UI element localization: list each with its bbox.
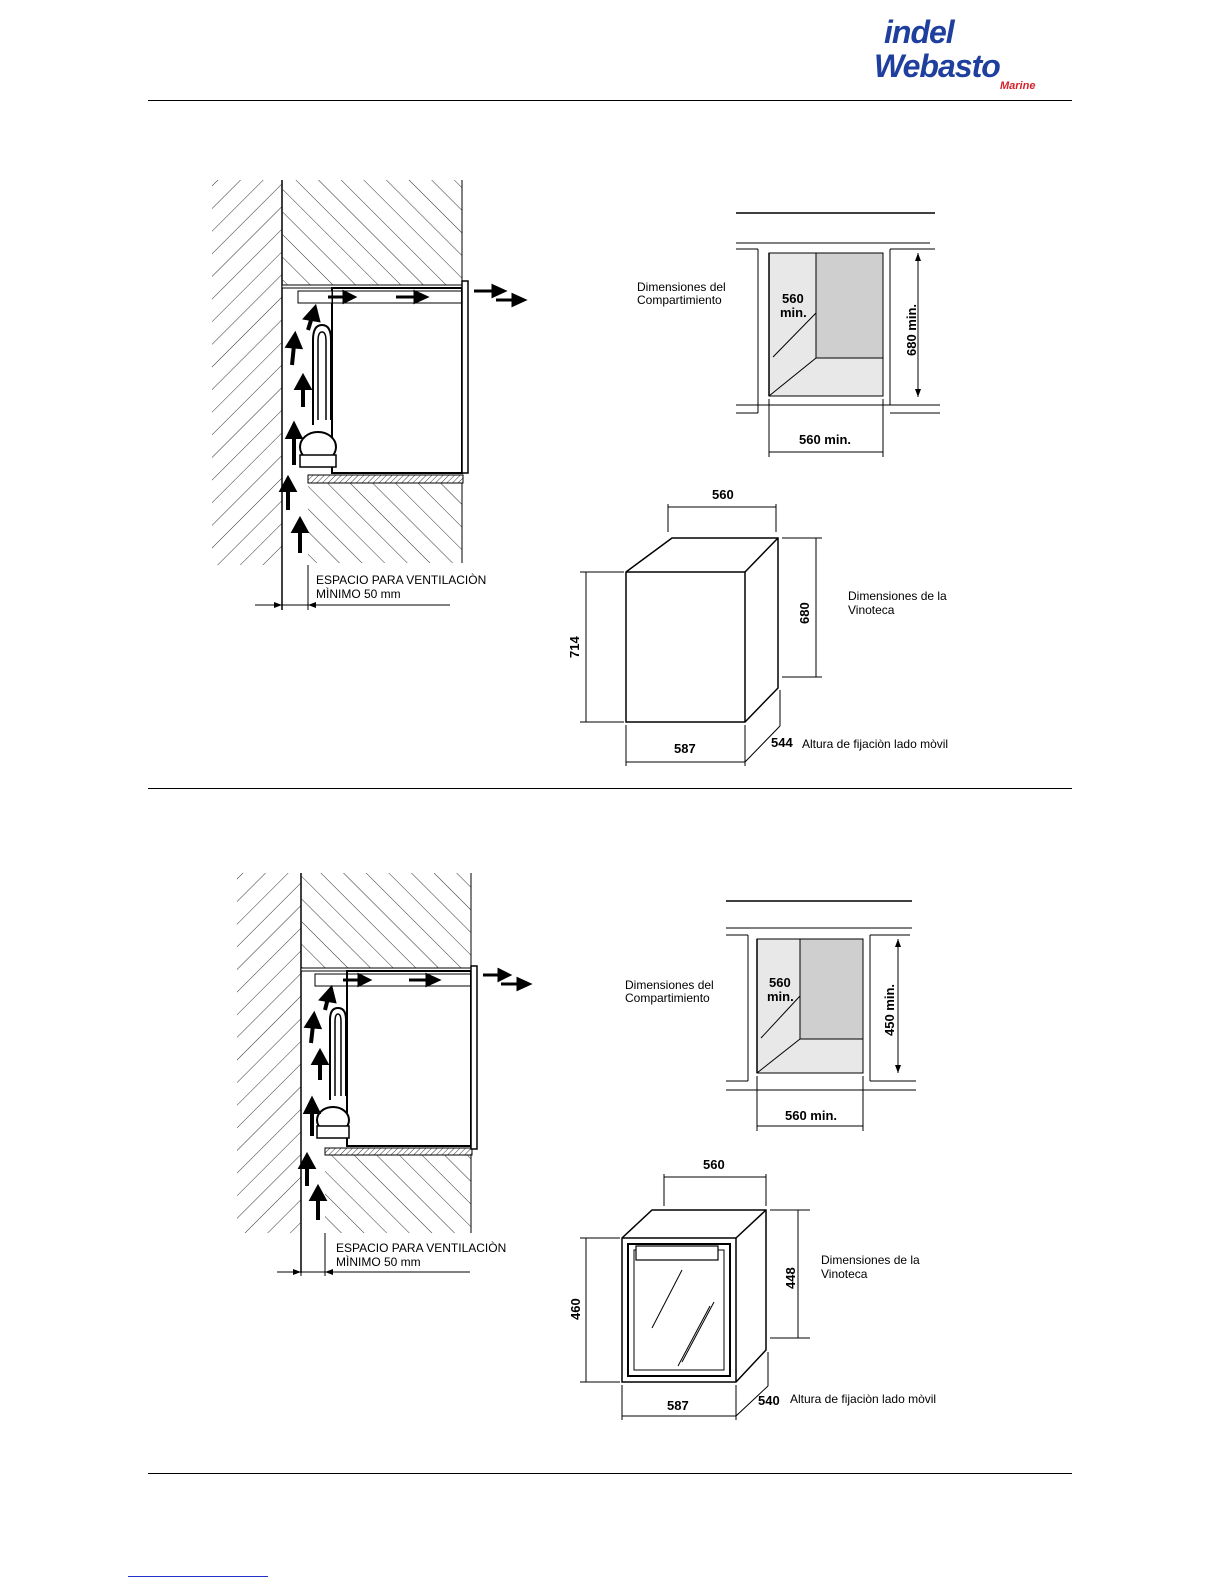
compartment-depth-1a: 560 xyxy=(782,291,804,306)
compartment-height-2: 450 min. xyxy=(882,983,897,1036)
ventilation-label-2b: MÌNIMO 50 mm xyxy=(336,1255,421,1269)
footer-link-underline[interactable] xyxy=(128,1576,268,1577)
ventilation-label-1b: MÌNIMO 50 mm xyxy=(316,587,401,601)
compartment-height-1: 680 min. xyxy=(904,303,919,356)
header-rule xyxy=(148,100,1072,101)
brand-logo xyxy=(872,14,1062,96)
appliance-front-width-1: 587 xyxy=(674,741,696,756)
ventilation-label-1a: ESPACIO PARA VENTILACIÒN xyxy=(316,573,487,587)
compartment-title-2a: Dimensiones del xyxy=(625,978,714,992)
appliance-front-height-2: 460 xyxy=(568,1298,583,1320)
brand-sub: Marine xyxy=(1000,80,1036,92)
appliance-title-2a: Dimensiones de la xyxy=(821,1253,920,1267)
compartment-title-2b: Compartimiento xyxy=(625,991,710,1005)
compartment-depth-2b: min. xyxy=(767,989,794,1004)
appliance-side-2: 540 xyxy=(758,1393,780,1408)
appliance-top-width-1: 560 xyxy=(712,487,734,502)
appliance-side-label-1: Altura de fijaciòn lado mòvil xyxy=(802,737,949,751)
appliance-front-height-1: 714 xyxy=(567,636,582,658)
compartment-title-1b: Compartimiento xyxy=(637,293,722,307)
appliance-body-height-2: 448 xyxy=(783,1267,798,1289)
compartment-title-1a: Dimensiones del xyxy=(637,280,726,294)
ventilation-label-2a: ESPACIO PARA VENTILACIÒN xyxy=(336,1241,507,1255)
footer-rule xyxy=(148,1473,1072,1474)
section-divider xyxy=(148,788,1072,789)
compartment-width-1: 560 min. xyxy=(799,432,852,447)
appliance-title-1b: Vinoteca xyxy=(848,603,895,617)
appliance-side-1: 544 xyxy=(771,735,793,750)
compartment-depth-2a: 560 xyxy=(769,975,791,990)
appliance-front-width-2: 587 xyxy=(667,1398,689,1413)
appliance-side-label-2: Altura de fijaciòn lado mòvil xyxy=(790,1392,937,1406)
compartment-depth-1b: min. xyxy=(780,305,807,320)
appliance-diagram-2 xyxy=(570,1170,820,1425)
appliance-title-1a: Dimensiones de la xyxy=(848,589,947,603)
brand-line2: Webasto xyxy=(874,48,1000,84)
appliance-title-2b: Vinoteca xyxy=(821,1267,868,1281)
appliance-body-height-1: 680 xyxy=(797,602,812,624)
appliance-diagram-1 xyxy=(570,500,830,775)
installation-side-view-2 xyxy=(225,868,545,1280)
installation-side-view-1 xyxy=(200,175,540,625)
brand-line1: indel xyxy=(884,14,954,50)
appliance-top-width-2: 560 xyxy=(703,1157,725,1172)
compartment-width-2: 560 min. xyxy=(785,1108,838,1123)
compartment-diagram-2 xyxy=(720,893,930,1133)
